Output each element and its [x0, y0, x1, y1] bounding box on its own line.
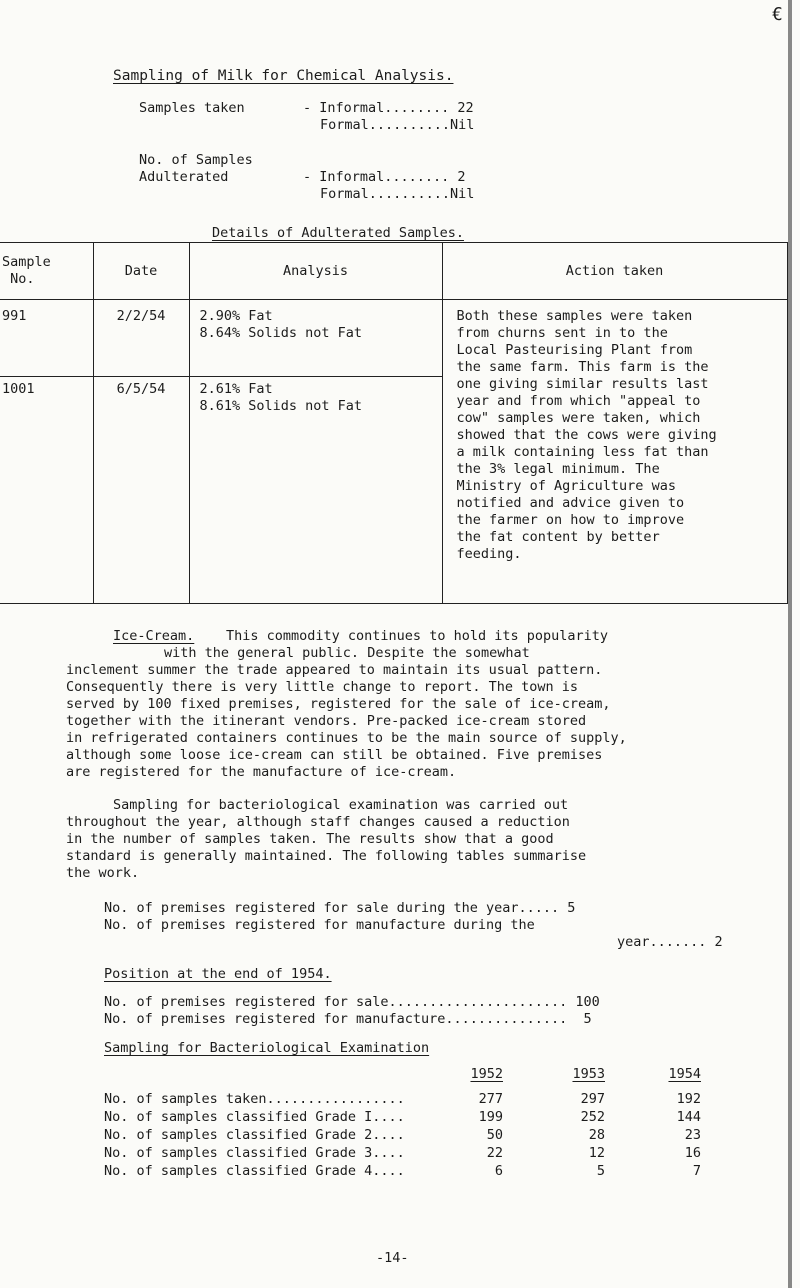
position-manufacture-line: No. of premises registered for manufacture............... 5	[104, 1011, 592, 1027]
bacterio-row-label: No. of samples classified Grade 3....	[104, 1145, 405, 1161]
action-line: from churns sent in to the	[456, 325, 668, 341]
analysis-fat: 2.90% Fat	[199, 308, 273, 324]
sample-no-cell: 991	[0, 300, 93, 377]
action-line: the same farm. This farm is the	[456, 359, 709, 375]
sampling-line: standard is generally maintained. The following tables summarise	[66, 848, 587, 864]
ice-cream-heading: Ice-Cream.	[113, 628, 195, 644]
bacterio-value: 28	[588, 1127, 605, 1143]
analysis-snf: 8.64% Solids not Fat	[199, 325, 363, 341]
corner-mark: €	[772, 4, 783, 25]
header-no-label: No.	[2, 271, 35, 287]
header-action: Action taken	[442, 243, 787, 300]
year-header: 1952	[470, 1066, 503, 1082]
bacterio-heading: Sampling for Bacteriological Examination	[104, 1040, 430, 1056]
ice-cream-line: inclement summer the trade appeared to maintain its usual pattern.	[66, 662, 603, 678]
page-title: Sampling of Milk for Chemical Analysis.	[113, 68, 454, 84]
bacterio-value: 5	[596, 1163, 605, 1179]
action-line: the fat content by better	[456, 529, 660, 545]
action-line: Both these samples were taken	[456, 308, 693, 324]
adulterated-informal: - Informal........ 2	[303, 169, 466, 185]
header-analysis: Analysis	[189, 243, 442, 300]
sampling-line: Sampling for bacteriological examination was carried out	[113, 797, 569, 813]
sampling-line: throughout the year, although staff changes caused a reduction	[66, 814, 570, 830]
date-cell: 2/2/54	[93, 300, 189, 377]
ice-cream-line: together with the itinerant vendors. Pre-packed ice-cream stored	[66, 713, 587, 729]
samples-taken-informal: - Informal........ 22	[303, 100, 474, 116]
action-line: a milk containing less fat than	[456, 444, 709, 460]
bacterio-value: 12	[588, 1145, 605, 1161]
action-line: feeding.	[456, 546, 522, 562]
bacterio-row-label: No. of samples taken.................	[104, 1091, 405, 1107]
position-heading: Position at the end of 1954.	[104, 966, 332, 982]
table-header-row	[0, 243, 787, 300]
sampling-line: in the number of samples taken. The results show that a good	[66, 831, 554, 847]
ice-cream-line: This commodity continues to hold its popularity	[226, 628, 609, 644]
bacterio-row-label: No. of samples classified Grade I....	[104, 1109, 405, 1125]
ice-cream-line: in refrigerated containers continues to be the main source of supply,	[66, 730, 627, 746]
bacterio-value: 252	[580, 1109, 605, 1125]
registered-manufacture-line: No. of premises registered for manufacture during the	[104, 917, 535, 933]
details-heading: Details of Adulterated Samples.	[212, 225, 464, 241]
action-line: the farmer on how to improve	[456, 512, 685, 528]
adulterated-formal: Formal..........Nil	[320, 186, 475, 202]
adulterated-label-2: Adulterated	[139, 169, 229, 185]
date-cell: 6/5/54	[93, 377, 189, 604]
action-line: showed that the cows were giving	[456, 427, 717, 443]
year-header: 1953	[572, 1066, 605, 1082]
analysis-fat: 2.61% Fat	[199, 381, 273, 397]
registered-sale-line: No. of premises registered for sale during the year..... 5	[104, 900, 576, 916]
bacterio-value: 7	[692, 1163, 701, 1179]
sample-no-cell: 1001	[0, 377, 93, 604]
ice-cream-line: are registered for the manufacture of ice-cream.	[66, 764, 457, 780]
bacterio-value: 144	[676, 1109, 701, 1125]
action-line: the 3% legal minimum. The	[456, 461, 660, 477]
action-line: year and from which "appeal to	[456, 393, 701, 409]
page-number: -14-	[376, 1250, 409, 1266]
analysis-cell	[189, 300, 442, 377]
sampling-line: the work.	[66, 865, 140, 881]
bacterio-value: 199	[478, 1109, 503, 1125]
header-sample-label: Sample	[2, 254, 51, 270]
action-line: Local Pasteurising Plant from	[456, 342, 693, 358]
bacterio-value: 23	[684, 1127, 701, 1143]
adulterated-samples-table	[0, 242, 788, 604]
bacterio-value: 16	[684, 1145, 701, 1161]
bacterio-row-label: No. of samples classified Grade 2....	[104, 1127, 405, 1143]
samples-taken-formal: Formal..........Nil	[320, 117, 475, 133]
header-date: Date	[93, 243, 189, 300]
bacterio-value: 192	[676, 1091, 701, 1107]
bacterio-row-label: No. of samples classified Grade 4....	[104, 1163, 405, 1179]
adulterated-label-1: No. of Samples	[139, 152, 253, 168]
bacterio-value: 297	[580, 1091, 605, 1107]
bacterio-value: 6	[494, 1163, 503, 1179]
bacterio-value: 50	[486, 1127, 503, 1143]
year-header: 1954	[668, 1066, 701, 1082]
action-line: cow" samples were taken, which	[456, 410, 701, 426]
action-line: notified and advice given to	[456, 495, 685, 511]
action-line: Ministry of Agriculture was	[456, 478, 676, 494]
samples-taken-label: Samples taken	[139, 100, 245, 116]
action-line: one giving similar results last	[456, 376, 709, 392]
position-sale-line: No. of premises registered for sale...................... 100	[104, 994, 600, 1010]
ice-cream-line: with the general public. Despite the somewhat	[164, 645, 530, 661]
ice-cream-line: Consequently there is very little change to report. The town is	[66, 679, 579, 695]
analysis-cell	[189, 377, 442, 604]
ice-cream-line: served by 100 fixed premises, registered for the sale of ice-cream,	[66, 696, 611, 712]
header-sample-no	[0, 243, 93, 300]
action-cell	[442, 300, 787, 604]
bacterio-value: 22	[486, 1145, 503, 1161]
table-row	[0, 300, 787, 377]
registered-manufacture-count: year....... 2	[617, 934, 723, 950]
bacterio-value: 277	[478, 1091, 503, 1107]
page-edge-shadow	[788, 0, 792, 1288]
ice-cream-line: although some loose ice-cream can still be obtained. Five premises	[66, 747, 603, 763]
analysis-snf: 8.61% Solids not Fat	[199, 398, 363, 414]
